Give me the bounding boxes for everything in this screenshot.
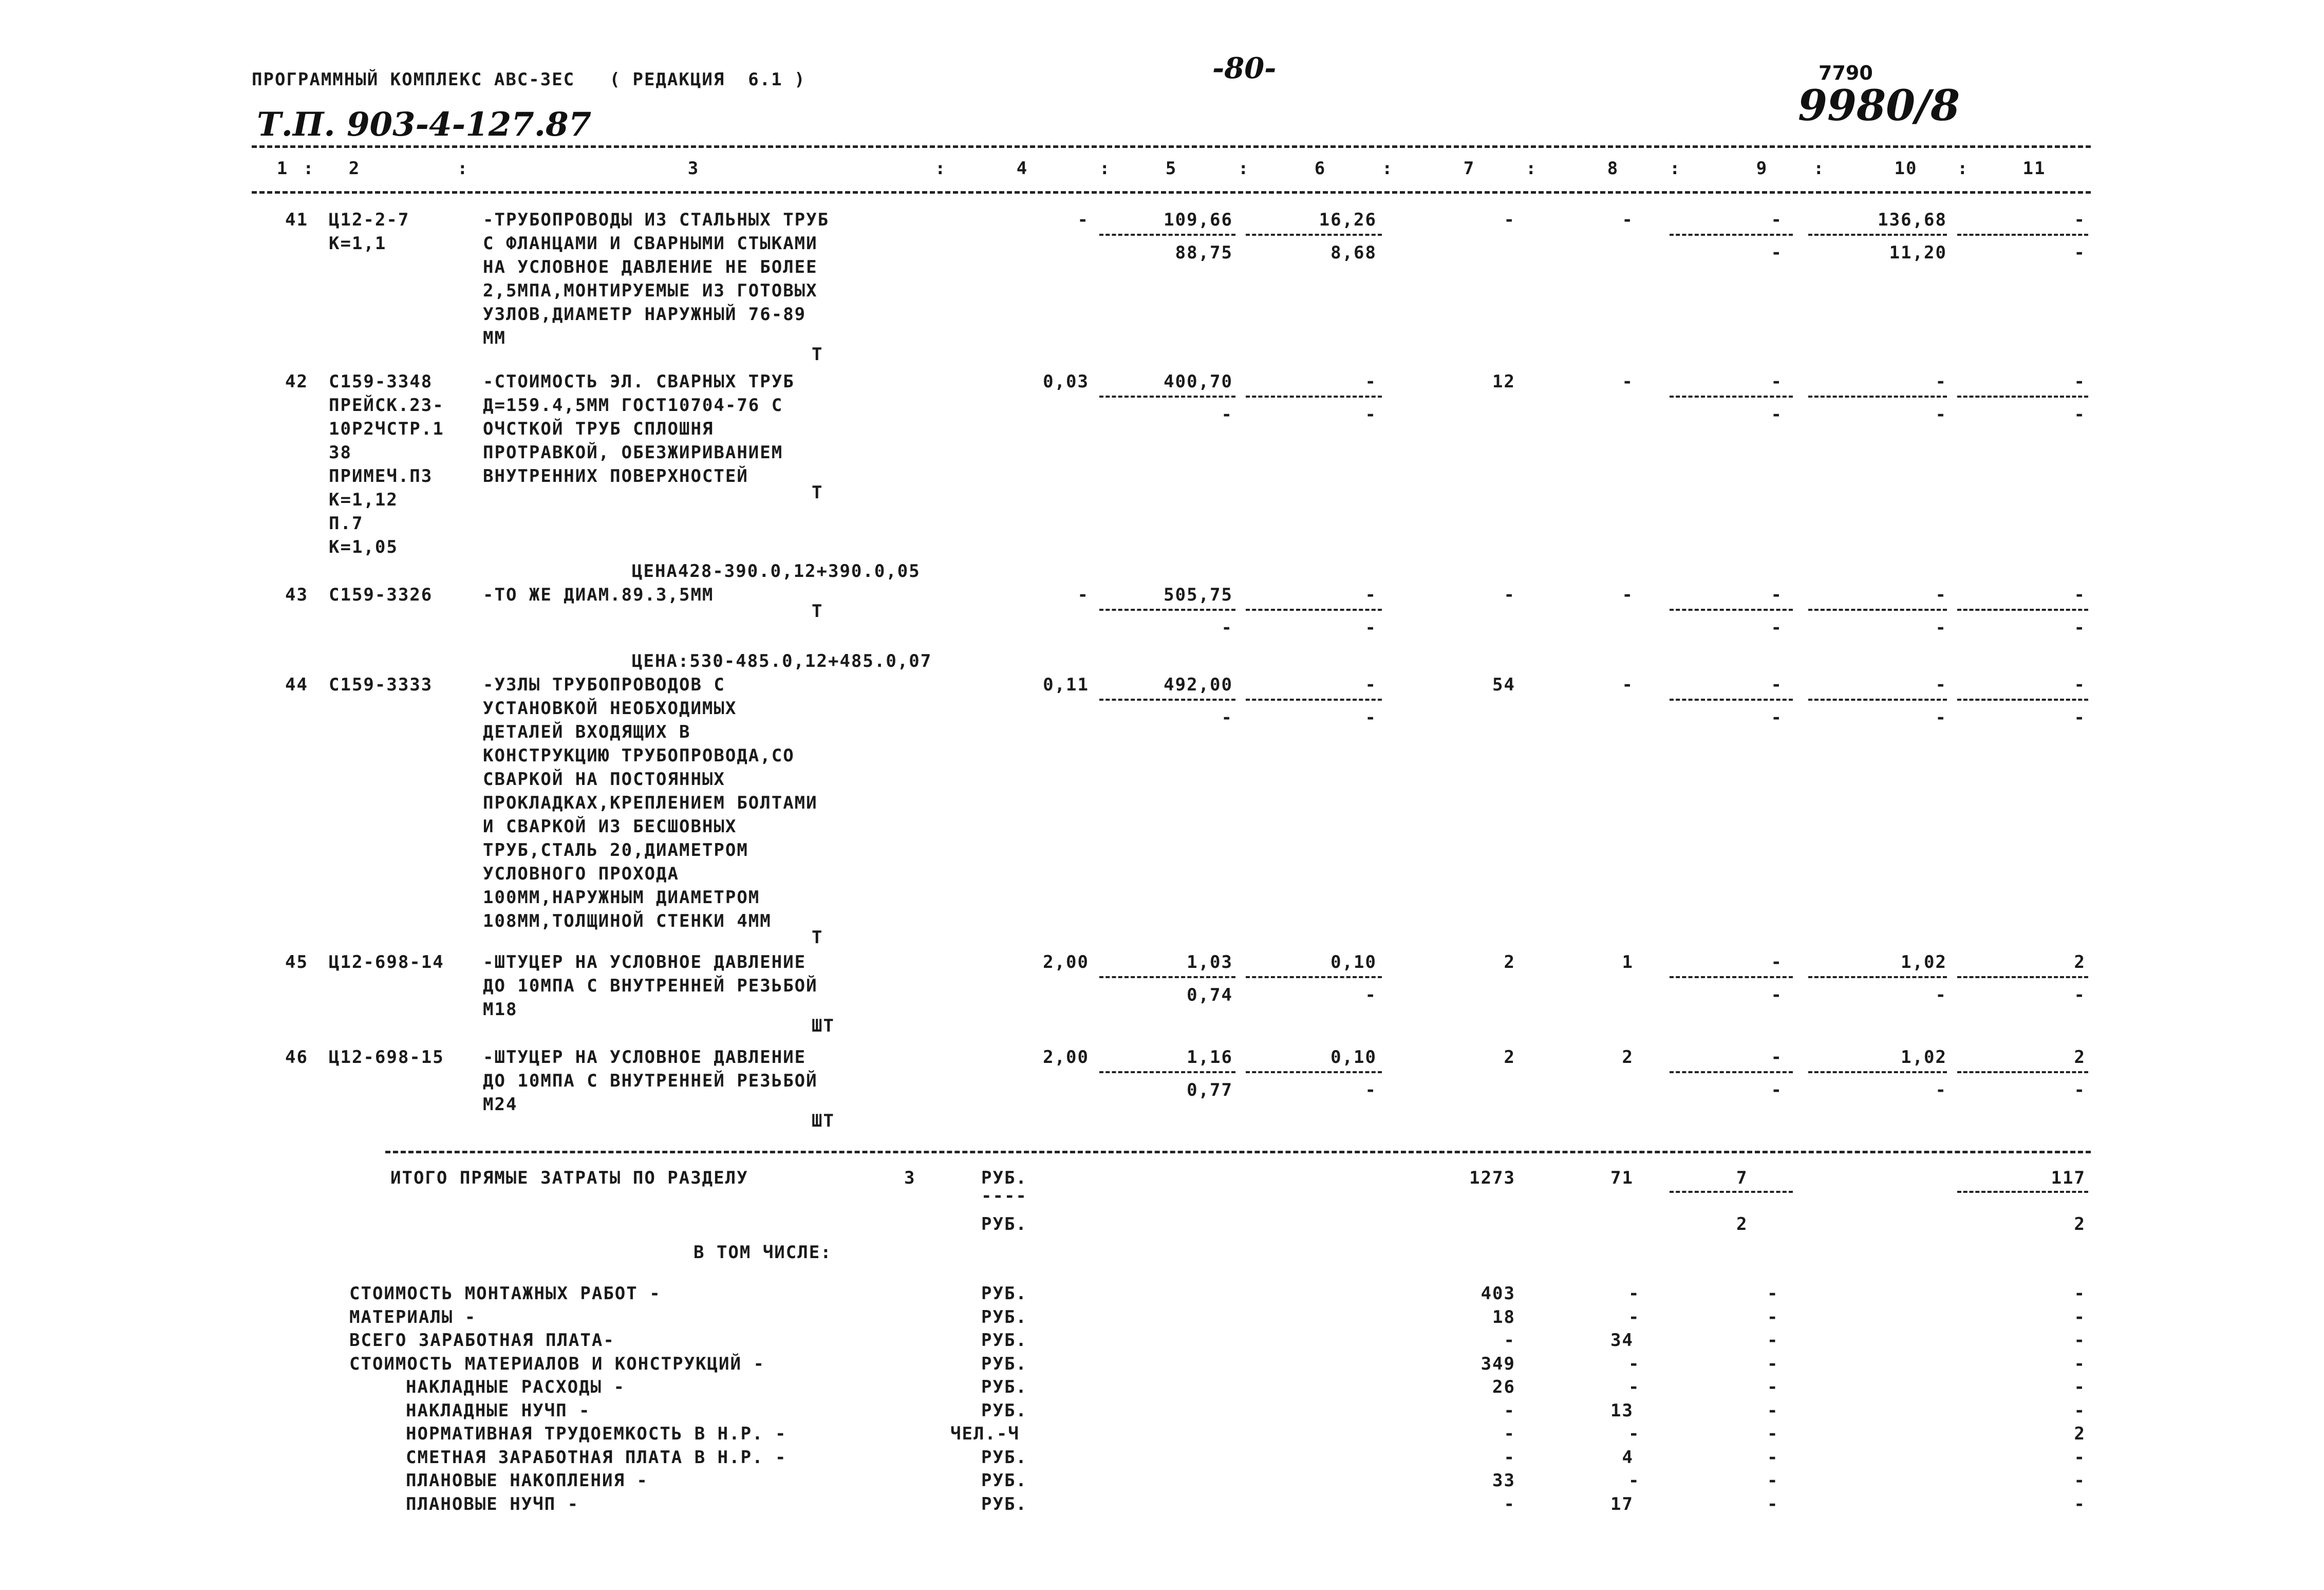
breakdown-col8: 4 <box>1622 1447 1634 1468</box>
breakdown-col8: 34 <box>1610 1330 1634 1351</box>
stamp-top: 7790 <box>1819 62 1873 84</box>
column-header-1: 1 <box>276 158 289 179</box>
fraction-rule <box>1099 234 1235 236</box>
position-code: Ц12-2-7 <box>329 210 410 230</box>
cell-col10-lower: - <box>1935 404 1947 425</box>
fraction-rule <box>1099 1071 1235 1073</box>
unit-label: Т <box>812 927 823 948</box>
cell-col6: 0,10 <box>1330 952 1377 972</box>
breakdown-col11: - <box>2074 1470 2086 1491</box>
document-code: Т.П. 903-4-127.87 <box>257 105 592 144</box>
cell-col7: 2 <box>1504 1047 1515 1068</box>
cell-col9: - <box>1771 210 1783 230</box>
column-separator: : <box>1670 158 1681 179</box>
breakdown-label: НАКЛАДНЫЕ НУЧП - <box>406 1400 591 1421</box>
column-header-6: 6 <box>1314 158 1326 179</box>
work-description: Д=159.4,5ММ ГОСТ10704-76 С <box>483 395 783 416</box>
breakdown-col7: - <box>1504 1400 1515 1421</box>
work-description: ДЕТАЛЕЙ ВХОДЯЩИХ В <box>483 722 691 742</box>
breakdown-col7: 33 <box>1492 1470 1515 1491</box>
cell-col8: 2 <box>1622 1047 1634 1068</box>
breakdown-col9: - <box>1767 1353 1779 1374</box>
program-header: ПРОГРАММНЫЙ КОМПЛЕКС АВС-ЗЕС ( РЕДАКЦИЯ 6.1 ) <box>252 69 806 90</box>
breakdown-col11: - <box>2074 1306 2086 1327</box>
column-separator: : <box>1526 158 1538 179</box>
work-description: УСТАНОВКОЙ НЕОБХОДИМЫХ <box>483 698 737 719</box>
breakdown-col8: 17 <box>1610 1493 1634 1514</box>
breakdown-col8: 13 <box>1610 1400 1634 1421</box>
cell-col11-lower: - <box>2074 1080 2086 1100</box>
work-description: -ШТУЦЕР НА УСЛОВНОЕ ДАВЛЕНИЕ <box>483 952 807 972</box>
cell-col8: - <box>1622 210 1634 230</box>
column-header-10: 10 <box>1894 158 1918 179</box>
header-rule-top <box>252 145 2091 148</box>
cell-col7: 54 <box>1492 675 1515 695</box>
work-description: С ФЛАНЦАМИ И СВАРНЫМИ СТЫКАМИ <box>483 233 818 254</box>
totals-rule <box>385 1151 2091 1153</box>
row-number: 45 <box>285 952 308 972</box>
fraction-rule <box>1099 976 1235 978</box>
fraction-rule <box>1957 609 2088 611</box>
cell-col4: 2,00 <box>1043 1047 1089 1068</box>
breakdown-unit: РУБ. <box>981 1493 1027 1514</box>
work-description: ПРОКЛАДКАХ,КРЕПЛЕНИЕМ БОЛТАМИ <box>483 793 818 813</box>
breakdown-label: СМЕТНАЯ ЗАРАБОТНАЯ ПЛАТА В Н.Р. - <box>406 1447 787 1468</box>
cell-col6-lower: 8,68 <box>1330 242 1377 263</box>
cell-col5-lower: 0,74 <box>1187 985 1233 1005</box>
work-description: КОНСТРУКЦИЮ ТРУБОПРОВОДА,СО <box>483 745 795 766</box>
breakdown-col8: - <box>1628 1424 1640 1444</box>
position-code: Ц12-698-14 <box>329 952 444 972</box>
totals-label: ИТОГО ПРЯМЫЕ ЗАТРАТЫ ПО РАЗДЕЛУ <box>390 1168 748 1188</box>
work-description: ТРУБ,СТАЛЬ 20,ДИАМЕТРОМ <box>483 840 748 861</box>
fraction-rule <box>1670 396 1793 398</box>
column-separator: : <box>1099 158 1111 179</box>
cell-col10: - <box>1935 585 1947 605</box>
work-description: ВНУТРЕННИХ ПОВЕРХНОСТЕЙ <box>483 466 748 487</box>
breakdown-col7: 18 <box>1492 1306 1515 1327</box>
cell-col11: - <box>2074 675 2086 695</box>
breakdown-unit: ЧЕЛ.-Ч <box>950 1424 1020 1444</box>
cell-col10: 1,02 <box>1901 1047 1947 1068</box>
breakdown-unit: РУБ. <box>981 1377 1027 1397</box>
work-description: 2,5МПА,МОНТИРУЕМЫЕ ИЗ ГОТОВЫХ <box>483 280 818 301</box>
header-rule-bottom <box>252 191 2091 194</box>
cell-col5: 400,70 <box>1164 371 1233 392</box>
work-description: НА УСЛОВНОЕ ДАВЛЕНИЕ НЕ БОЛЕЕ <box>483 257 818 277</box>
breakdown-col7: - <box>1504 1447 1515 1468</box>
position-code: С159-3326 <box>329 585 433 605</box>
breakdown-col11: - <box>2074 1353 2086 1374</box>
row-number: 46 <box>285 1047 308 1068</box>
fraction-rule <box>1808 976 1947 978</box>
fraction-rule <box>1808 1071 1947 1073</box>
breakdown-label: ПЛАНОВЫЕ НУЧП - <box>406 1493 579 1514</box>
cell-col6: - <box>1365 371 1377 392</box>
row-number: 43 <box>285 585 308 605</box>
fraction-rule <box>1957 234 2088 236</box>
cell-col10: - <box>1935 371 1947 392</box>
totals-section: 3 <box>904 1168 916 1188</box>
column-header-2: 2 <box>348 158 361 179</box>
cell-col4: - <box>1077 585 1089 605</box>
column-header-9: 9 <box>1756 158 1768 179</box>
fraction-rule <box>1957 976 2088 978</box>
breakdown-unit: РУБ. <box>981 1353 1027 1374</box>
fraction-rule <box>1957 1071 2088 1073</box>
cell-col5-lower: - <box>1221 404 1233 425</box>
breakdown-col9: - <box>1767 1447 1779 1468</box>
fraction-rule <box>1808 699 1947 701</box>
fraction-rule <box>1246 234 1382 236</box>
work-description: УСЛОВНОГО ПРОХОДА <box>483 864 679 884</box>
cell-col5: 492,00 <box>1164 675 1233 695</box>
totals-col7: 1273 <box>1469 1168 1515 1188</box>
cell-col11-lower: - <box>2074 242 2086 263</box>
position-code: С159-3348 <box>329 371 433 392</box>
column-separator: : <box>1238 158 1250 179</box>
fraction-rule <box>1246 699 1382 701</box>
work-description: 108ММ,ТОЛЩИНОЙ СТЕНКИ 4ММ <box>483 911 772 931</box>
breakdown-col11: - <box>2074 1283 2086 1304</box>
cell-col6: 0,10 <box>1330 1047 1377 1068</box>
breakdown-col8: - <box>1628 1306 1640 1327</box>
breakdown-col7: 403 <box>1480 1283 1515 1304</box>
breakdown-col8: - <box>1628 1283 1640 1304</box>
position-code: ПРЕЙСК.23- <box>329 395 444 416</box>
position-code: 10Р2ЧСТР.1 <box>329 419 444 439</box>
cell-col10-lower: - <box>1935 618 1947 638</box>
breakdown-col9: - <box>1767 1424 1779 1444</box>
cell-col8: - <box>1622 371 1634 392</box>
totals-fraction-rule <box>1670 1191 1793 1193</box>
fraction-rule <box>1670 1071 1793 1073</box>
cell-col9: - <box>1771 675 1783 695</box>
cell-col10: - <box>1935 675 1947 695</box>
breakdown-col9: - <box>1767 1283 1779 1304</box>
cell-col7: 2 <box>1504 952 1515 972</box>
cell-col10-lower: 11,20 <box>1889 242 1947 263</box>
work-description: И СВАРКОЙ ИЗ БЕСШОВНЫХ <box>483 816 737 837</box>
cell-col5: 1,03 <box>1187 952 1233 972</box>
work-description: ДО 10МПА С ВНУТРЕННЕЙ РЕЗЬБОЙ <box>483 1071 818 1091</box>
column-separator: : <box>303 158 315 179</box>
breakdown-col11: - <box>2074 1447 2086 1468</box>
cell-col4: - <box>1077 210 1089 230</box>
fraction-rule <box>1670 699 1793 701</box>
cell-col6-lower: - <box>1365 1080 1377 1100</box>
breakdown-unit: РУБ. <box>981 1306 1027 1327</box>
column-header-5: 5 <box>1165 158 1177 179</box>
unit-label: ШТ <box>812 1016 835 1036</box>
cell-col11-lower: - <box>2074 707 2086 728</box>
breakdown-col9: - <box>1767 1470 1779 1491</box>
breakdown-col7: 26 <box>1492 1377 1515 1397</box>
column-separator: : <box>1382 158 1394 179</box>
work-description: УЗЛОВ,ДИАМЕТР НАРУЖНЫЙ 76-89 <box>483 304 807 325</box>
cell-col8: 1 <box>1622 952 1634 972</box>
cell-col6-lower: - <box>1365 618 1377 638</box>
cell-col5-lower: 88,75 <box>1175 242 1233 263</box>
breakdown-label: ВСЕГО ЗАРАБОТНАЯ ПЛАТА- <box>349 1330 615 1351</box>
breakdown-col8: - <box>1628 1377 1640 1397</box>
position-code: К=1,12 <box>329 490 398 510</box>
column-separator: : <box>1957 158 1969 179</box>
including-heading: В ТОМ ЧИСЛЕ: <box>694 1242 832 1263</box>
position-code: Ц12-698-15 <box>329 1047 444 1068</box>
fraction-rule <box>1957 699 2088 701</box>
cell-col9: - <box>1771 1047 1783 1068</box>
column-header-11: 11 <box>2022 158 2046 179</box>
breakdown-col11: 2 <box>2074 1424 2086 1444</box>
breakdown-label: СТОИМОСТЬ МАТЕРИАЛОВ И КОНСТРУКЦИЙ - <box>349 1353 765 1374</box>
work-description: -УЗЛЫ ТРУБОПРОВОДОВ С <box>483 675 725 695</box>
cell-col5: 505,75 <box>1164 585 1233 605</box>
work-description: -ШТУЦЕР НА УСЛОВНОЕ ДАВЛЕНИЕ <box>483 1047 807 1068</box>
cell-col9: - <box>1771 952 1783 972</box>
breakdown-col7: - <box>1504 1330 1515 1351</box>
breakdown-col9: - <box>1767 1377 1779 1397</box>
breakdown-label: СТОИМОСТЬ МОНТАЖНЫХ РАБОТ - <box>349 1283 661 1304</box>
column-header-3: 3 <box>687 158 700 179</box>
cell-col11: 2 <box>2074 1047 2086 1068</box>
work-description: -ТРУБОПРОВОДЫ ИЗ СТАЛЬНЫХ ТРУБ <box>483 210 830 230</box>
work-description: ДО 10МПА С ВНУТРЕННЕЙ РЕЗЬБОЙ <box>483 976 818 996</box>
row-number: 44 <box>285 675 308 695</box>
breakdown-label: МАТЕРИАЛЫ - <box>349 1306 477 1327</box>
totals-col9: 7 <box>1736 1168 1748 1188</box>
totals-col9-lower: 2 <box>1736 1214 1748 1234</box>
cell-col9-lower: - <box>1771 404 1783 425</box>
work-description: ПРОТРАВКОЙ, ОБЕЗЖИРИВАНИЕМ <box>483 442 783 463</box>
cell-col6-lower: - <box>1365 985 1377 1005</box>
position-code: П.7 <box>329 513 364 534</box>
fraction-rule <box>1246 1071 1382 1073</box>
fraction-rule <box>1808 234 1947 236</box>
breakdown-col9: - <box>1767 1493 1779 1514</box>
work-description: М18 <box>483 999 518 1020</box>
cell-col11: 2 <box>2074 952 2086 972</box>
cell-col4: 0,03 <box>1043 371 1089 392</box>
fraction-rule <box>1099 609 1235 611</box>
column-header-7: 7 <box>1463 158 1475 179</box>
cell-col9-lower: - <box>1771 618 1783 638</box>
fraction-rule <box>1808 396 1947 398</box>
cell-col4: 2,00 <box>1043 952 1089 972</box>
position-code: ПРИМЕЧ.П3 <box>329 466 433 487</box>
fraction-rule <box>1246 396 1382 398</box>
cell-col5: 1,16 <box>1187 1047 1233 1068</box>
cell-col11: - <box>2074 210 2086 230</box>
breakdown-col9: - <box>1767 1400 1779 1421</box>
breakdown-unit: РУБ. <box>981 1400 1027 1421</box>
breakdown-col9: - <box>1767 1330 1779 1351</box>
cell-col9-lower: - <box>1771 1080 1783 1100</box>
breakdown-unit: РУБ. <box>981 1283 1027 1304</box>
price-formula: ЦЕНА:530-485.0,12+485.0,07 <box>632 651 932 671</box>
cell-col6-lower: - <box>1365 707 1377 728</box>
totals-unit: РУБ. <box>981 1214 1027 1234</box>
breakdown-col8: - <box>1628 1470 1640 1491</box>
cell-col11-lower: - <box>2074 618 2086 638</box>
cell-col7: - <box>1504 210 1515 230</box>
cell-col6-lower: - <box>1365 404 1377 425</box>
cell-col8: - <box>1622 585 1634 605</box>
cell-col9: - <box>1771 585 1783 605</box>
breakdown-unit: РУБ. <box>981 1470 1027 1491</box>
column-header-8: 8 <box>1607 158 1619 179</box>
column-separator: : <box>457 158 469 179</box>
fraction-rule <box>1099 699 1235 701</box>
work-description: ММ <box>483 328 506 348</box>
cell-col6: - <box>1365 675 1377 695</box>
fraction-rule <box>1670 976 1793 978</box>
row-number: 41 <box>285 210 308 230</box>
breakdown-unit: РУБ. <box>981 1330 1027 1351</box>
cell-col7: - <box>1504 585 1515 605</box>
stamp-bottom: 9980/8 <box>1798 81 1960 130</box>
cell-col11-lower: - <box>2074 404 2086 425</box>
breakdown-label: ПЛАНОВЫЕ НАКОПЛЕНИЯ - <box>406 1470 648 1491</box>
page-number: -80- <box>1212 51 1277 85</box>
work-description: СВАРКОЙ НА ПОСТОЯННЫХ <box>483 769 725 790</box>
position-code: 38 <box>329 442 352 463</box>
breakdown-col11: - <box>2074 1400 2086 1421</box>
breakdown-col9: - <box>1767 1306 1779 1327</box>
cell-col11-lower: - <box>2074 985 2086 1005</box>
fraction-rule <box>1099 396 1235 398</box>
position-code: К=1,1 <box>329 233 387 254</box>
totals-col11: 117 <box>2051 1168 2086 1188</box>
cell-col5: 109,66 <box>1164 210 1233 230</box>
cell-col6: 16,26 <box>1319 210 1377 230</box>
column-header-4: 4 <box>1016 158 1028 179</box>
column-separator: : <box>1813 158 1825 179</box>
breakdown-col7: - <box>1504 1493 1515 1514</box>
cell-col5-lower: - <box>1221 618 1233 638</box>
cell-col11: - <box>2074 371 2086 392</box>
row-number: 42 <box>285 371 308 392</box>
breakdown-col11: - <box>2074 1493 2086 1514</box>
breakdown-col11: - <box>2074 1330 2086 1351</box>
breakdown-col7: 349 <box>1480 1353 1515 1374</box>
fraction-rule <box>1670 609 1793 611</box>
totals-unit: РУБ. <box>981 1168 1027 1188</box>
cell-col7: 12 <box>1492 371 1515 392</box>
breakdown-label: НОРМАТИВНАЯ ТРУДОЕМКОСТЬ В Н.Р. - <box>406 1424 787 1444</box>
cell-col10: 136,68 <box>1878 210 1947 230</box>
column-separator: : <box>935 158 947 179</box>
position-code: С159-3333 <box>329 675 433 695</box>
unit-label: Т <box>812 344 823 365</box>
cell-col9-lower: - <box>1771 985 1783 1005</box>
cell-col10-lower: - <box>1935 1080 1947 1100</box>
work-description: 100ММ,НАРУЖНЫМ ДИАМЕТРОМ <box>483 887 760 908</box>
fraction-rule <box>1246 609 1382 611</box>
cell-col9-lower: - <box>1771 707 1783 728</box>
totals-col11-lower: 2 <box>2074 1214 2086 1234</box>
cell-col11: - <box>2074 585 2086 605</box>
work-description: М24 <box>483 1094 518 1115</box>
totals-fraction-rule <box>1957 1191 2088 1193</box>
breakdown-col8: - <box>1628 1353 1640 1374</box>
breakdown-unit: РУБ. <box>981 1447 1027 1468</box>
fraction-rule <box>1808 609 1947 611</box>
cell-col10-lower: - <box>1935 985 1947 1005</box>
totals-unit-rule: ---- <box>981 1186 1027 1206</box>
cell-col10: 1,02 <box>1901 952 1947 972</box>
cell-col10-lower: - <box>1935 707 1947 728</box>
work-description: ОЧСТКОЙ ТРУБ СПЛОШНЯ <box>483 419 714 439</box>
cell-col6: - <box>1365 585 1377 605</box>
price-formula: ЦЕНА428-390.0,12+390.0,05 <box>632 561 921 582</box>
unit-label: Т <box>812 601 823 622</box>
work-description: -СТОИМОСТЬ ЭЛ. СВАРНЫХ ТРУБ <box>483 371 795 392</box>
work-description: -ТО ЖЕ ДИАМ.89.3,5ММ <box>483 585 714 605</box>
totals-col8: 71 <box>1610 1168 1634 1188</box>
fraction-rule <box>1670 234 1793 236</box>
cell-col4: 0,11 <box>1043 675 1089 695</box>
breakdown-col11: - <box>2074 1377 2086 1397</box>
cell-col9-lower: - <box>1771 242 1783 263</box>
position-code: К=1,05 <box>329 537 398 557</box>
breakdown-col7: - <box>1504 1424 1515 1444</box>
cell-col8: - <box>1622 675 1634 695</box>
cell-col5-lower: 0,77 <box>1187 1080 1233 1100</box>
fraction-rule <box>1246 976 1382 978</box>
unit-label: Т <box>812 482 823 503</box>
unit-label: ШТ <box>812 1111 835 1131</box>
fraction-rule <box>1957 396 2088 398</box>
breakdown-label: НАКЛАДНЫЕ РАСХОДЫ - <box>406 1377 625 1397</box>
cell-col5-lower: - <box>1221 707 1233 728</box>
cell-col9: - <box>1771 371 1783 392</box>
